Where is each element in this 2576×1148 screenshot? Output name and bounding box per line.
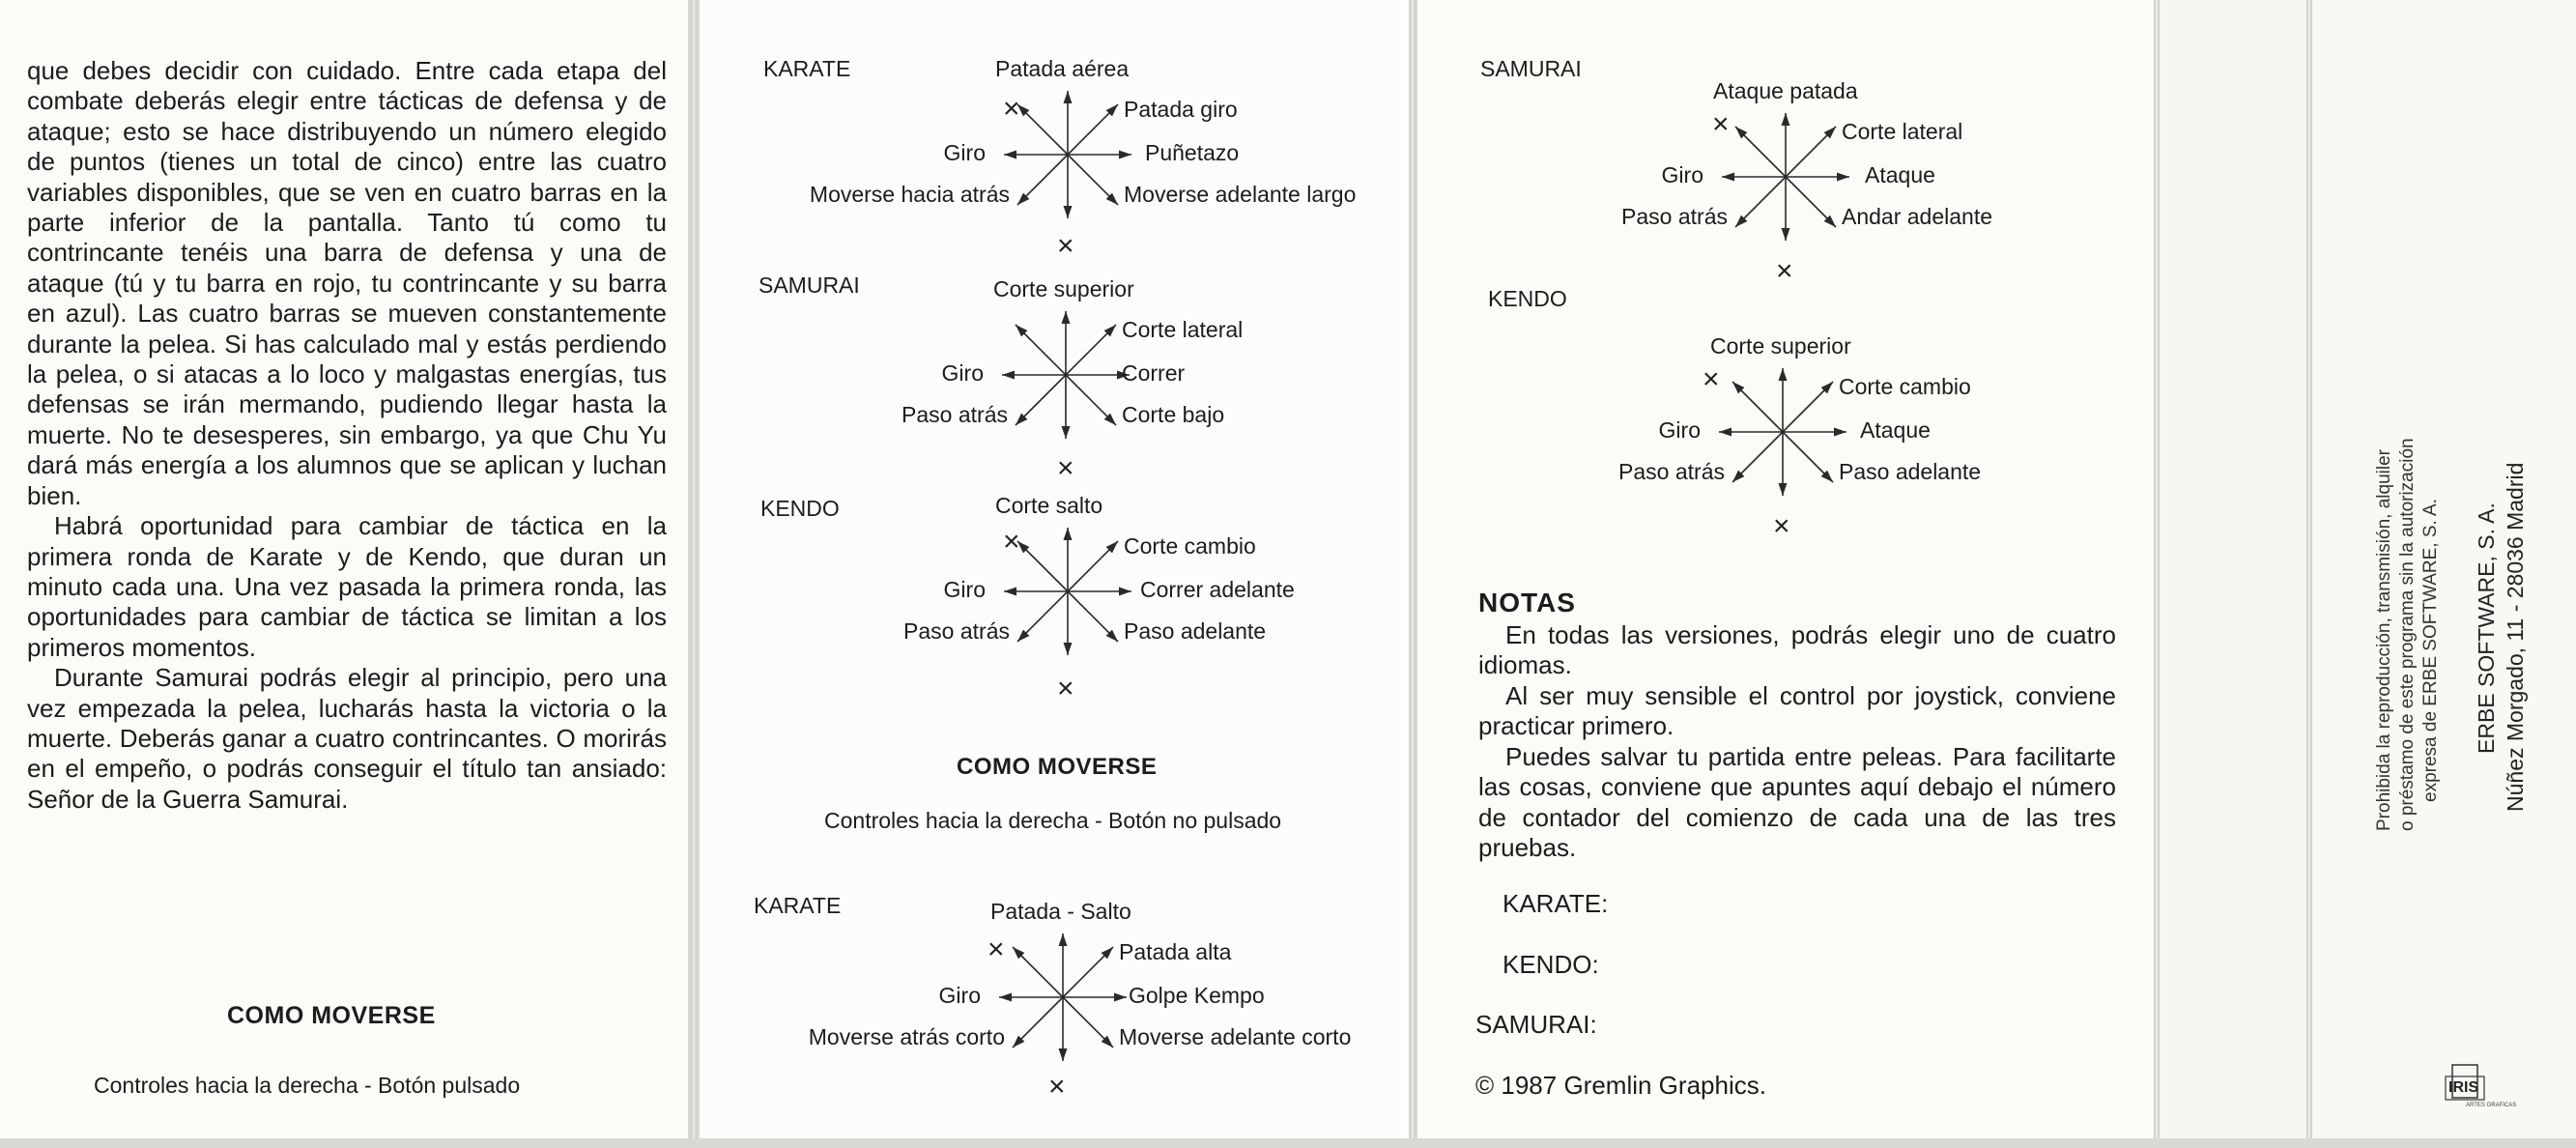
- move-label-left: Giro: [938, 983, 981, 1008]
- diagram-title: KARATE: [763, 56, 851, 81]
- unused-direction-icon: ×: [987, 933, 1005, 965]
- unused-direction-icon: ×: [1773, 510, 1790, 542]
- legal-line: o préstamo de este programa sin la autorización: [2397, 438, 2418, 831]
- legal-line: expresa de ERBE SOFTWARE, S. A.: [2420, 499, 2441, 802]
- move-label-right: Correr adelante: [1140, 577, 1295, 602]
- diagram-title: SAMURAI: [758, 273, 860, 298]
- paragraph: que debes decidir con cuidado. Entre cada etapa del combate deberás elegir entre tácticas de defensa y de ataque; esto se hace distribuyendo un número elegido de puntos (tienes un total de cinco) entre las cuatro variables disponibles, que se ven en cuatro barras en la parte inferior de la pantalla. Tanto tú como tu contrincante tenéis una barra de defensa y una de ataque (tú y tu barra en rojo, tu contrincante y su barra en azul). Las cuatro barras se mueven constantemente durante la pelea. Si has calculado mal y estás perdiendo la pelea, o si atacas a lo loco y malgastas energías, tus defensas se irán mermando, pudiendo llegar hasta la muerte. No te desesperes, sin embargo, ya que Chu Yu dará más energía a los alumnos que se aplican y luchan bien.: [27, 56, 667, 510]
- spine-panel: [2160, 0, 2306, 1138]
- move-label-down-left: Paso atrás: [1621, 204, 1728, 229]
- paragraph: Habrá oportunidad para cambiar de táctica en la primera ronda de Karate y de Kendo, que duran un minuto cada una. Una vez pasada la primera ronda, las oportunidades para cambiar de táctica se limitan a los primeros momentos.: [27, 511, 667, 662]
- iris-logo-mark: [2443, 1061, 2517, 1109]
- move-label-up: Corte superior: [1710, 333, 1851, 359]
- move-label-down-right: Moverse adelante largo: [1124, 182, 1357, 207]
- controls-caption: Controles hacia la derecha - Botón pulsado: [94, 1073, 521, 1098]
- note-paragraph: Al ser muy sensible el control por joystick, conviene practicar primero.: [1478, 680, 2116, 740]
- paragraph: Durante Samurai podrás elegir al principio, pero una vez empezada la pelea, lucharás hasta la victoria o la muerte. Deberás ganar a cuatro contrincantes. O morirás en el empeño, o podrás conseguir el título tan ansiado: Señor de la Guerra Samurai.: [27, 663, 667, 814]
- fold-line: [1410, 0, 1416, 1138]
- diagram-title: SAMURAI: [1480, 56, 1582, 81]
- publisher-info: [2472, 463, 2530, 812]
- joystick-arrows-icon: [1707, 357, 1858, 507]
- joystick-arrows-icon: [990, 300, 1141, 450]
- move-label-down-left: Moverse hacia atrás: [809, 182, 1010, 207]
- move-label-down-right: Moverse adelante corto: [1119, 1024, 1352, 1049]
- copyright: © 1987 Gremlin Graphics.: [1475, 1071, 1766, 1100]
- move-label-down-right: Andar adelante: [1842, 204, 1993, 229]
- move-label-up: Corte superior: [993, 276, 1134, 301]
- diagram-title: KARATE: [754, 893, 842, 918]
- move-label-down-right: Paso adelante: [1124, 618, 1267, 644]
- move-label-left: Giro: [943, 577, 986, 602]
- unused-direction-icon: ×: [1057, 452, 1074, 484]
- section-heading: COMO MOVERSE: [227, 1002, 436, 1029]
- move-label-left: Giro: [941, 360, 984, 386]
- move-label-down-right: Corte bajo: [1122, 402, 1225, 427]
- note-paragraph: En todas las versiones, podrás elegir uno de cuatro idiomas.: [1478, 619, 2116, 679]
- logo-text: IRIS: [2448, 1079, 2479, 1096]
- note-paragraph: Puedes salvar tu partida entre peleas. Para facilitarte las cosas, conviene que apuntes aquí debajo el número de contador del comienzo de cada una de las tres pruebas.: [1478, 741, 2116, 862]
- move-label-down-right: Paso adelante: [1839, 459, 1982, 484]
- publisher-address: Núñez Morgado, 11 - 28036 Madrid: [2503, 462, 2528, 812]
- move-label-left: Giro: [1661, 162, 1703, 187]
- move-label-right: Ataque: [1865, 162, 1935, 187]
- publisher-name: ERBE SOFTWARE, S. A.: [2474, 502, 2499, 754]
- joystick-arrows-icon: [1710, 101, 1861, 252]
- section-heading: COMO MOVERSE: [957, 754, 1158, 780]
- move-label-right: Puñetazo: [1145, 140, 1240, 165]
- iris-logo: [2443, 1061, 2517, 1109]
- back-panel: [2311, 0, 2576, 1138]
- move-label-up-right: Patada giro: [1124, 97, 1238, 122]
- move-label-right: Ataque: [1860, 417, 1931, 443]
- move-label-down-left: Paso atrás: [902, 402, 1008, 427]
- move-label-up: Ataque patada: [1713, 78, 1858, 103]
- unused-direction-icon: ×: [1048, 1071, 1066, 1103]
- unused-direction-icon: ×: [1057, 673, 1074, 704]
- move-label-down-left: Moverse atrás corto: [808, 1024, 1005, 1049]
- unused-direction-icon: ×: [1003, 526, 1020, 558]
- legal-notice: [2373, 438, 2443, 831]
- move-label-up-right: Corte cambio: [1839, 374, 1971, 399]
- move-label-down-left: Paso atrás: [1618, 459, 1725, 484]
- move-label-up-right: Corte lateral: [1122, 317, 1244, 342]
- fold-line: [2154, 0, 2160, 1138]
- diagram-title: KENDO: [1488, 286, 1567, 311]
- kendo-counter-label: KENDO:: [1503, 950, 1599, 979]
- notes-section: [1478, 588, 2116, 864]
- legal-line: Prohibida la reproducción, transmisión, alquiler: [2374, 449, 2394, 831]
- move-label-up-right: Corte cambio: [1124, 533, 1256, 559]
- move-label-up-right: Patada alta: [1119, 939, 1232, 964]
- karate-counter-label: KARATE:: [1503, 889, 1609, 918]
- fold-line: [691, 0, 697, 1138]
- notes-title: NOTAS: [1478, 588, 1576, 617]
- move-label-right: Golpe Kempo: [1129, 983, 1265, 1008]
- move-label-right: Correr: [1122, 360, 1186, 386]
- instructions-text: [27, 56, 667, 815]
- move-label-up: Patada - Salto: [990, 899, 1131, 924]
- move-label-down-left: Paso atrás: [903, 618, 1010, 644]
- unused-direction-icon: ×: [1776, 255, 1793, 287]
- diagram-title: KENDO: [760, 496, 840, 521]
- unused-direction-icon: ×: [1712, 108, 1730, 140]
- controls-caption: Controles hacia la derecha - Botón no pulsado: [824, 808, 1282, 833]
- unused-direction-icon: ×: [1703, 363, 1720, 395]
- move-label-left: Giro: [943, 140, 986, 165]
- unused-direction-icon: ×: [1057, 230, 1074, 262]
- joystick-arrows-icon: [987, 922, 1138, 1073]
- samurai-counter-label: SAMURAI:: [1475, 1010, 1597, 1039]
- move-label-left: Giro: [1658, 417, 1701, 443]
- fold-line: [2306, 0, 2312, 1138]
- unused-direction-icon: ×: [1003, 93, 1020, 125]
- move-label-up: Corte salto: [995, 493, 1103, 518]
- move-label-up: Patada aérea: [995, 56, 1130, 81]
- move-label-up-right: Corte lateral: [1842, 119, 1963, 144]
- logo-subtext: ARTES GRAFICAS: [2466, 1103, 2517, 1108]
